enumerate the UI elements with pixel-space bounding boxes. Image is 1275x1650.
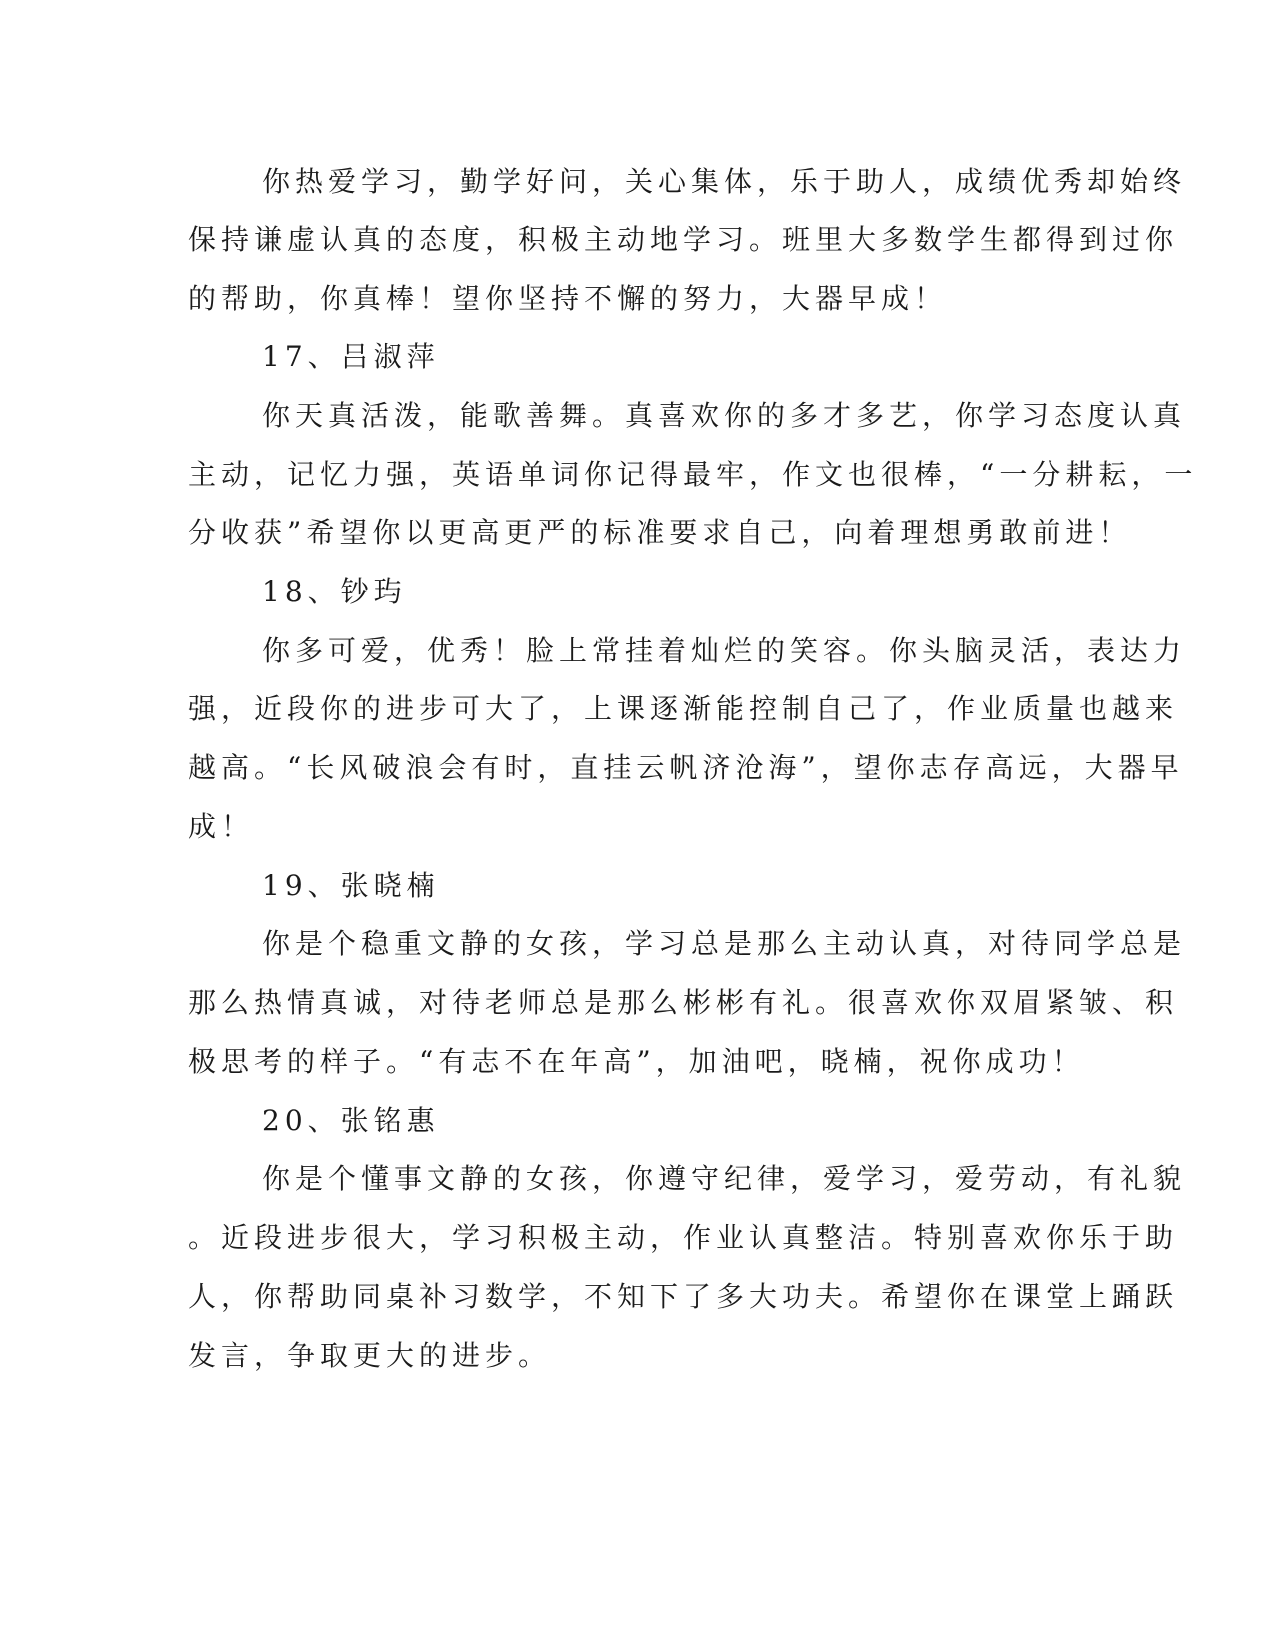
paragraph-line: 你是个稳重文静的女孩，学习总是那么主动认真，对待同学总是 (262, 927, 1187, 960)
paragraph-line: 保持谦虚认真的态度，积极主动地学习。班里大多数学生都得到过你 (188, 223, 1179, 256)
paragraph-line: 强，近段你的进步可大了，上课逐渐能控制自己了，作业质量也越来 (188, 692, 1179, 725)
paragraph-line: 你是个懂事文静的女孩，你遵守纪律，爱学习，爱劳动，有礼貌 (262, 1162, 1187, 1195)
paragraph-line: 那么热情真诚，对待老师总是那么彬彬有礼。很喜欢你双眉紧皱、积 (188, 986, 1179, 1019)
paragraph-line: 。近段进步很大，学习积极主动，作业认真整洁。特别喜欢你乐于助 (188, 1221, 1179, 1254)
paragraph-line: 极思考的样子。“有志不在年高”，加油吧，晓楠，祝你成功！ (188, 1045, 1085, 1078)
paragraph-line: 的帮助，你真棒！望你坚持不懈的努力，大器早成！ (188, 282, 948, 315)
paragraph-line: 你热爱学习，勤学好问，关心集体，乐于助人，成绩优秀却始终 (262, 165, 1187, 198)
student-heading: 18、钞玙 (262, 575, 407, 608)
paragraph-line: 越高。“长风破浪会有时，直挂云帆济沧海”，望你志存高远，大器早 (188, 751, 1184, 784)
paragraph-line: 主动，记忆力强，英语单词你记得最牢，作文也很棒，“一分耕耘，一 (188, 458, 1198, 491)
paragraph-line: 你多可爱，优秀！脸上常挂着灿烂的笑容。你头脑灵活，表达力 (262, 634, 1187, 667)
student-heading: 20、张铭惠 (262, 1104, 440, 1137)
paragraph-line: 你天真活泼，能歌善舞。真喜欢你的多才多艺，你学习态度认真 (262, 399, 1187, 432)
student-heading: 17、吕淑萍 (262, 340, 440, 373)
paragraph-line: 成！ (188, 810, 255, 843)
paragraph-line: 人，你帮助同桌补习数学，不知下了多大功夫。希望你在课堂上踊跃 (188, 1280, 1179, 1313)
paragraph-line: 分收获”希望你以更高更严的标准要求自己，向着理想勇敢前进！ (188, 516, 1132, 549)
student-heading: 19、张晓楠 (262, 869, 440, 902)
paragraph-line: 发言，争取更大的进步。 (188, 1339, 552, 1372)
